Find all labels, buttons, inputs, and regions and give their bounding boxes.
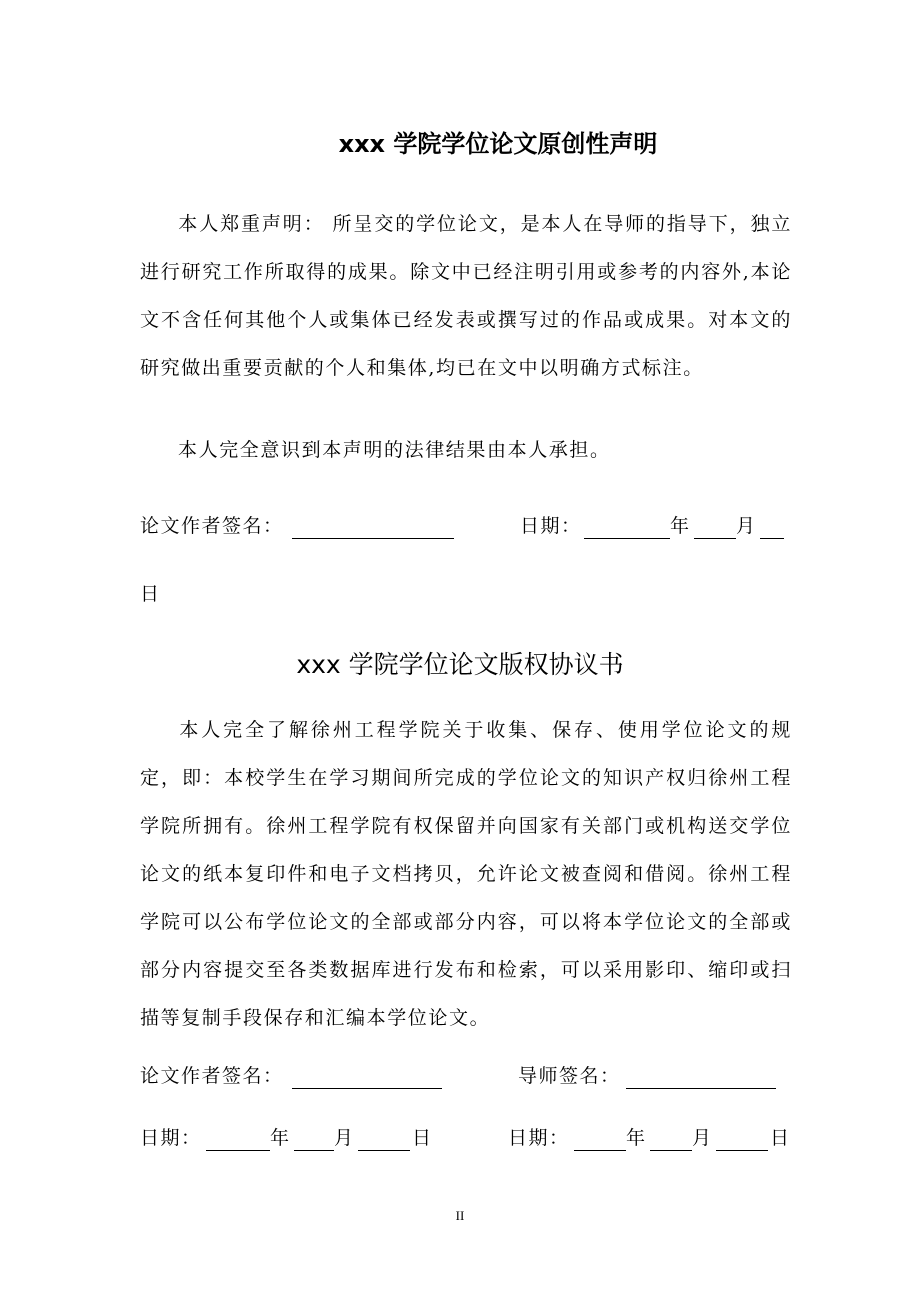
agreement-paragraph	[140, 706, 792, 1042]
agreement-supervisor-day-field[interactable]	[716, 1130, 768, 1151]
agreement-supervisor-month-label: 月	[692, 1127, 713, 1149]
declaration-author-signature-field[interactable]	[292, 518, 454, 539]
declaration-month-label: 月	[736, 515, 757, 537]
agreement-supervisor-month-field[interactable]	[650, 1130, 692, 1151]
agreement-supervisor-signature-field[interactable]	[626, 1068, 776, 1089]
declaration-month-field[interactable]	[694, 518, 736, 539]
declaration-title: xxx 学院学位论文原创性声明	[338, 130, 658, 158]
agreement-supervisor-year-field[interactable]	[574, 1130, 626, 1151]
declaration-acknowledge-paragraph	[140, 426, 792, 474]
agreement-body: 本人完全了解徐州工程学院关于收集、保存、使用学位论文的规定，即：本校学生在学习期间所完成的学位论文的知识产权归徐州工程学院所拥有。徐州工程学院有权保留并向国家有关部门或机构送交学位论文的纸本复印件和电子文档拷贝，允许论文被查阅和借阅。徐州工程学院可以公布学位论文的全部或部分内容，可以将本学位论文的全部或部分内容提交至各类数据库进行发布和检索，可以采用影印、缩印或扫描等复制手段保存和汇编本学位论文。	[140, 719, 792, 1029]
agreement-supervisor-year-label: 年	[626, 1127, 647, 1149]
agreement-supervisor-date-label: 日期：	[508, 1127, 570, 1149]
declaration-year-field[interactable]	[584, 518, 670, 539]
agreement-author-day-field[interactable]	[358, 1130, 410, 1151]
agreement-author-year-field[interactable]	[206, 1130, 270, 1151]
agreement-title: xxx 学院学位论文版权协议书	[296, 650, 624, 679]
declaration-year-label: 年	[670, 515, 691, 537]
agreement-author-signature-label: 论文作者签名：	[140, 1065, 284, 1087]
agreement-author-year-label: 年	[270, 1127, 291, 1149]
declaration-acknowledge: 本人完全意识到本声明的法律结果由本人承担。	[178, 439, 611, 461]
declaration-lead: 本人郑重声明：	[178, 213, 325, 235]
declaration-day-field[interactable]	[760, 518, 784, 539]
page-number: II	[455, 1208, 465, 1223]
agreement-author-signature-field[interactable]	[292, 1068, 442, 1089]
agreement-author-month-field[interactable]	[294, 1130, 334, 1151]
agreement-supervisor-signature-label: 导师签名：	[518, 1065, 621, 1087]
declaration-date-label: 日期：	[520, 515, 582, 537]
declaration-author-signature-label: 论文作者签名：	[140, 515, 284, 537]
agreement-author-date-label: 日期：	[140, 1127, 202, 1149]
declaration-day-row	[140, 580, 800, 608]
declaration-body: 所呈交的学位论文，是本人在导师的指导下，独立进行研究工作所取得的成果。除文中已经注明引用或参考的内容外,本论文不含任何其他个人或集体已经发表或撰写过的作品或成果。对本文的研究做出重要贡献的个人和集体,均已在文中以明确方式标注。	[140, 213, 793, 379]
declaration-paragraph	[140, 200, 792, 392]
declaration-day-label: 日	[140, 583, 161, 605]
agreement-author-day-label: 日	[412, 1127, 433, 1149]
agreement-supervisor-day-label: 日	[770, 1127, 791, 1149]
agreement-author-month-label: 月	[334, 1127, 355, 1149]
